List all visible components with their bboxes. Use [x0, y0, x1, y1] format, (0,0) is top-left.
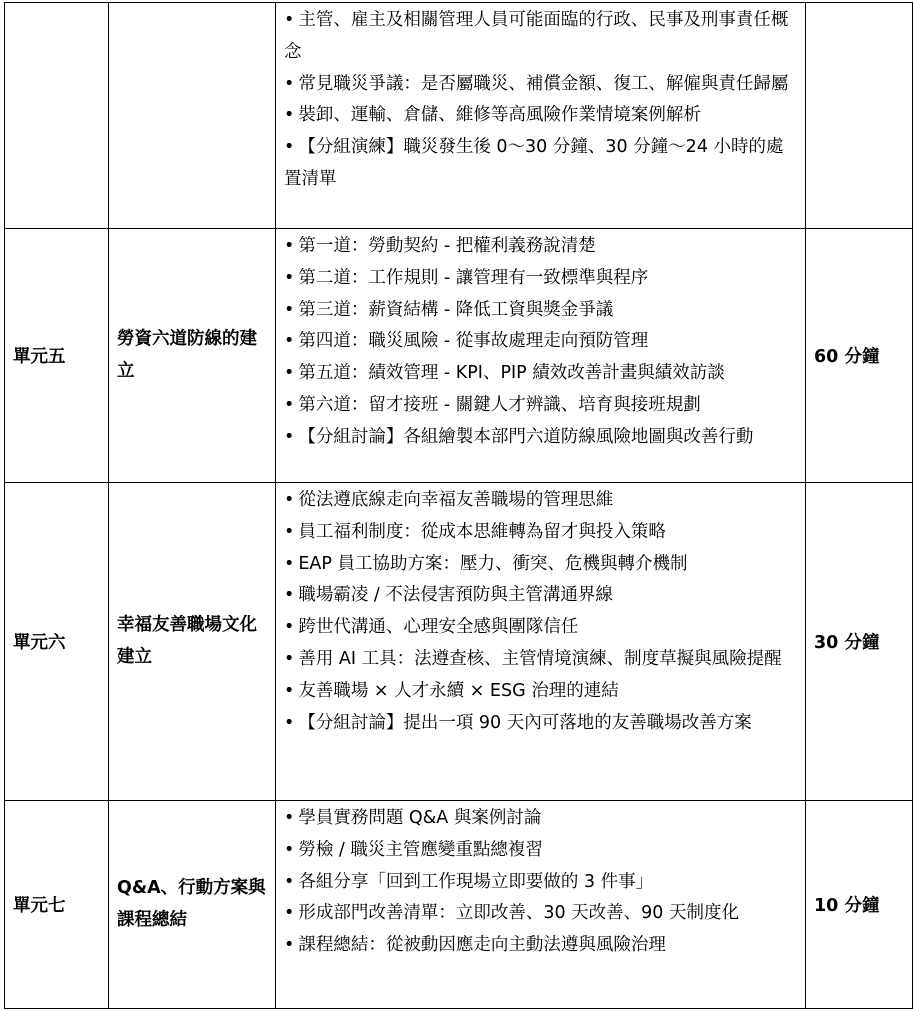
list-item-text: 主管、雇主及相關管理人員可能面臨的行政、民事及刑事責任概念 [284, 10, 789, 62]
table-row [5, 229, 913, 483]
list-item-text: 友善職場 × 人才永續 × ESG 治理的連結 [298, 680, 619, 701]
list-item-text: 從法遵底線走向幸福友善職場的管理思維 [298, 490, 614, 510]
list-item [284, 676, 797, 708]
bullet-icon: • [284, 10, 295, 30]
list-item-text: 第一道：勞動契約 - 把權利義務說清楚 [298, 236, 596, 256]
unit-cell: 單元六 [5, 483, 109, 801]
bullet-icon: • [284, 712, 295, 733]
list-item [284, 390, 797, 422]
bullet-icon: • [284, 137, 295, 158]
title-cell: 幸福友善職場文化建立 [109, 483, 276, 801]
list-item-text: 第二道：工作規則 - 讓管理有一致標準與程序 [298, 267, 649, 288]
list-item-text: 勞檢 / 職災主管應變重點總複習 [298, 839, 543, 860]
list-item [284, 930, 797, 962]
list-item-text: 形成部門改善清單：立即改善、30 天改善、90 天制度化 [298, 903, 739, 924]
bullet-icon: • [284, 648, 295, 669]
bullet-icon: • [284, 680, 295, 701]
bullet-icon: • [284, 267, 295, 288]
bullet-icon: • [284, 521, 295, 542]
list-item [284, 358, 797, 390]
duration-cell: 60 分鐘 [806, 229, 913, 483]
bullet-icon: • [284, 935, 295, 956]
table-row [5, 801, 913, 1009]
list-item [284, 132, 797, 196]
list-item [284, 803, 797, 835]
list-item [284, 867, 797, 899]
list-item [284, 580, 797, 612]
bullet-icon: • [284, 363, 295, 384]
bullet-icon: • [284, 839, 295, 860]
list-item [284, 644, 797, 676]
list-item [284, 485, 797, 517]
title-cell: Q&A、行動方案與課程總結 [109, 801, 276, 1009]
items-cell [276, 229, 806, 483]
list-item-text: 常見職災爭議：是否屬職災、補償金額、復工、解僱與責任歸屬 [298, 73, 789, 94]
list-item-text: 職場霸凌 / 不法侵害預防與主管溝通界線 [298, 585, 613, 606]
duration-cell: 30 分鐘 [806, 483, 913, 801]
bullet-icon: • [284, 808, 295, 828]
list-item-text: 各組分享「回到工作現場立即要做的 3 件事」 [298, 871, 654, 892]
list-item-text: 第三道：薪資結構 - 降低工資與獎金爭議 [298, 299, 614, 320]
list-item [284, 69, 797, 101]
list-item [284, 835, 797, 867]
list-item [284, 612, 797, 644]
bullet-icon: • [284, 490, 295, 510]
bullet-icon: • [284, 426, 295, 447]
list-item [284, 549, 797, 581]
list-item-text: 【分組討論】各組繪製本部門六道防線風險地圖與改善行動 [298, 426, 754, 447]
items-cell [276, 3, 806, 229]
bullet-icon: • [284, 553, 295, 574]
bullet-icon: • [284, 236, 295, 256]
duration-cell [806, 3, 913, 229]
list-item [284, 422, 797, 454]
bullet-icon: • [284, 299, 295, 320]
items-cell [276, 483, 806, 801]
list-item [284, 263, 797, 295]
list-item [284, 326, 797, 358]
title-cell: 勞資六道防線的建立 [109, 229, 276, 483]
list-item-text: 員工福利制度：從成本思維轉為留才與投入策略 [298, 521, 666, 542]
items-cell [276, 801, 806, 1009]
course-schedule-table [4, 2, 913, 1009]
bullet-icon: • [284, 903, 295, 924]
list-item-text: 課程總結：從被動因應走向主動法遵與風險治理 [298, 935, 666, 956]
list-item [284, 898, 797, 930]
bullet-icon: • [284, 585, 295, 606]
bullet-icon: • [284, 105, 295, 126]
list-item-text: 第五道：績效管理 - KPI、PIP 績效改善計畫與績效訪談 [298, 363, 725, 384]
list-item [284, 295, 797, 327]
list-item-text: 學員實務問題 Q&A 與案例討論 [298, 808, 542, 828]
list-item-text: EAP 員工協助方案：壓力、衝突、危機與轉介機制 [298, 553, 688, 574]
table-row [5, 3, 913, 229]
list-item [284, 231, 797, 263]
table-row [5, 483, 913, 801]
bullet-icon: • [284, 331, 295, 352]
unit-cell: 單元七 [5, 801, 109, 1009]
duration-cell: 10 分鐘 [806, 801, 913, 1009]
bullet-icon: • [284, 617, 295, 638]
list-item-text: 第四道：職災風險 - 從事故處理走向預防管理 [298, 331, 649, 352]
list-item-text: 第六道：留才接班 - 關鍵人才辨識、培育與接班規劃 [298, 394, 701, 415]
list-item [284, 517, 797, 549]
list-item-text: 【分組演練】職災發生後 0～30 分鐘、30 分鐘～24 小時的處置清單 [284, 137, 784, 189]
list-item-text: 裝卸、運輸、倉儲、維修等高風險作業情境案例解析 [298, 105, 701, 126]
title-cell [109, 3, 276, 229]
bullet-icon: • [284, 73, 295, 94]
list-item [284, 100, 797, 132]
list-item [284, 5, 797, 69]
bullet-icon: • [284, 871, 295, 892]
list-item-text: 跨世代溝通、心理安全感與團隊信任 [298, 617, 579, 638]
list-item [284, 708, 797, 740]
unit-cell [5, 3, 109, 229]
bullet-icon: • [284, 394, 295, 415]
list-item-text: 善用 AI 工具：法遵查核、主管情境演練、制度草擬與風險提醒 [298, 648, 782, 669]
list-item-text: 【分組討論】提出一項 90 天內可落地的友善職場改善方案 [298, 712, 752, 733]
unit-cell: 單元五 [5, 229, 109, 483]
